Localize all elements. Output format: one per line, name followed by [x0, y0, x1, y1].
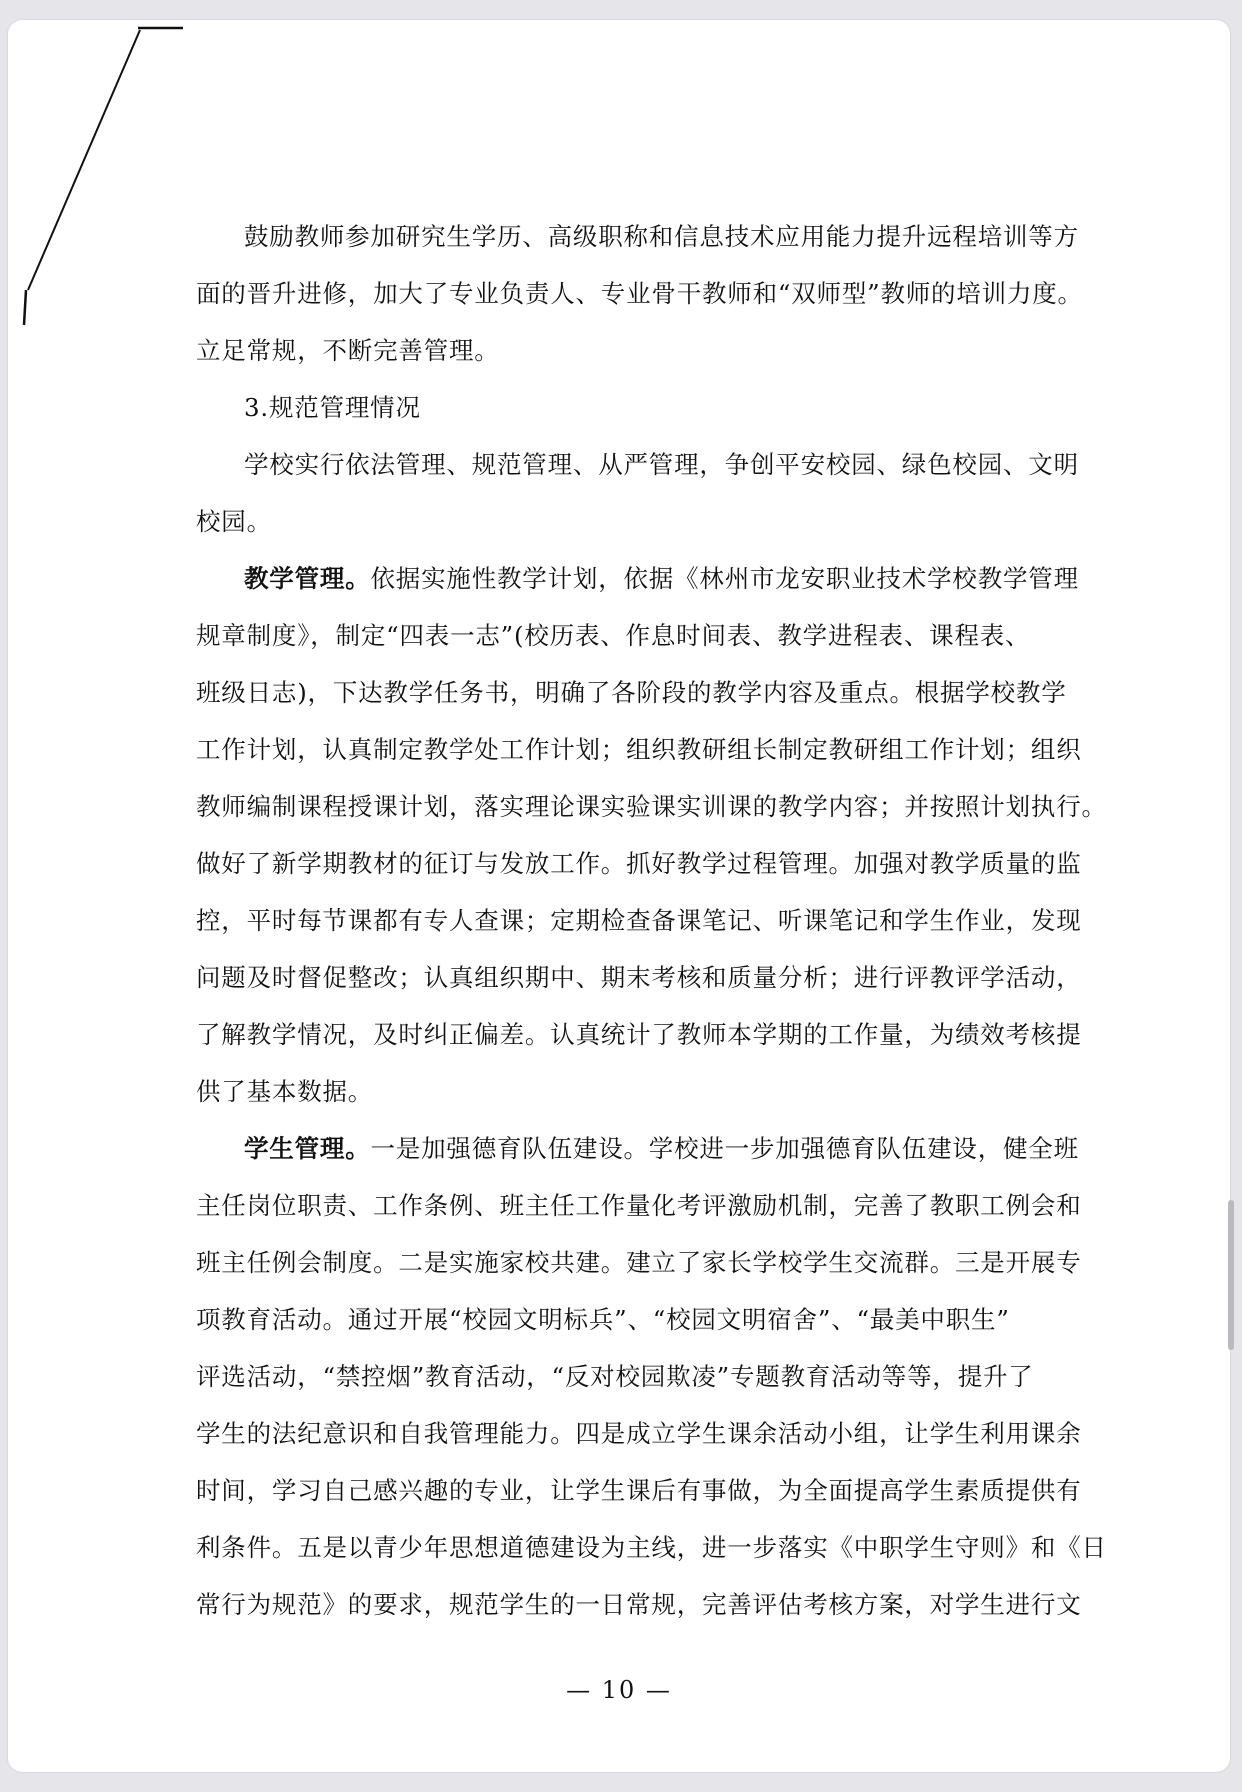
line-text: 时间，学习自己感兴趣的专业，让学生课后有事做，为全面提高学生素质提供有: [196, 1476, 1082, 1505]
line-text: 一是加强德育队伍建设。学校进一步加强德育队伍建设，健全班: [370, 1134, 1079, 1163]
document-body: [196, 208, 1107, 1633]
text-line: [196, 1291, 1068, 1348]
line-text: 3.规范管理情况: [244, 393, 421, 422]
line-text: 教师编制课程授课计划，落实理论课实验课实训课的教学内容；并按照计划执行。: [196, 792, 1107, 821]
line-text: 问题及时督促整改；认真组织期中、期末考核和质量分析；进行评教评学活动，: [196, 963, 1082, 992]
line-text: 主任岗位职责、工作条例、班主任工作量化考评激励机制，完善了教职工例会和: [196, 1191, 1082, 1220]
line-text: 立足常规，不断完善管理。: [196, 336, 500, 365]
line-text: 学生的法纪意识和自我管理能力。四是成立学生课余活动小组，让学生利用课余: [196, 1419, 1082, 1448]
text-line: [196, 892, 1082, 949]
text-line: [196, 208, 1079, 265]
text-line: [196, 1576, 1082, 1633]
line-text: 规章制度》，制定“四表一志”(校历表、作息时间表、教学进程表、课程表、: [196, 621, 1031, 650]
text-line: [196, 949, 1082, 1006]
scan-edge-mark: [8, 20, 228, 360]
scrollbar[interactable]: [1228, 1200, 1234, 1350]
text-line: [196, 835, 1082, 892]
text-line: [196, 1234, 1082, 1291]
line-text: 鼓励教师参加研究生学历、高级职称和信息技术应用能力提升远程培训等方: [244, 222, 1079, 251]
line-text: 依据实施性教学计划，依据《林州市龙安职业技术学校教学管理: [370, 564, 1079, 593]
section-lead: 教学管理。: [244, 564, 371, 593]
line-text: 工作计划，认真制定教学处工作计划；组织教研组长制定教研组工作计划；组织: [196, 735, 1082, 764]
text-line: [196, 1177, 1082, 1234]
line-text: 学校实行依法管理、规范管理、从严管理，争创平安校园、绿色校园、文明: [244, 450, 1079, 479]
line-text: 面的晋升进修，加大了专业负责人、专业骨干教师和“双师型”教师的培训力度。: [196, 279, 1083, 308]
text-line: [196, 322, 1068, 379]
text-line: [196, 1120, 1079, 1177]
text-line: [196, 379, 1068, 436]
text-line: [196, 664, 1068, 721]
text-line: [196, 1063, 1068, 1120]
text-line: [196, 265, 1083, 322]
text-line: [196, 493, 1068, 550]
line-text: 常行为规范》的要求，规范学生的一日常规，完善评估考核方案，对学生进行文: [196, 1590, 1082, 1619]
line-text: 了解教学情况，及时纠正偏差。认真统计了教师本学期的工作量，为绩效考核提: [196, 1020, 1082, 1049]
text-line: [196, 436, 1079, 493]
text-line: [196, 721, 1082, 778]
line-text: 控，平时每节课都有专人查课；定期检查备课笔记、听课笔记和学生作业，发现: [196, 906, 1082, 935]
section-lead: 学生管理。: [244, 1134, 371, 1163]
line-text: 评选活动，“禁控烟”教育活动，“反对校园欺凌”专题教育活动等等，提升了: [196, 1362, 1034, 1391]
line-text: 班主任例会制度。二是实施家校共建。建立了家长学校学生交流群。三是开展专: [196, 1248, 1082, 1277]
text-line: [196, 1405, 1082, 1462]
page-number: — 10 —: [566, 1676, 672, 1704]
line-text: 做好了新学期教材的征订与发放工作。抓好教学过程管理。加强对教学质量的监: [196, 849, 1082, 878]
line-text: 供了基本数据。: [196, 1077, 374, 1106]
line-text: 班级日志)，下达教学任务书，明确了各阶段的教学内容及重点。根据学校教学: [196, 678, 1067, 707]
text-line: [196, 607, 1068, 664]
text-line: [196, 1519, 1107, 1576]
line-text: 项教育活动。通过开展“校园文明标兵”、“校园文明宿舍”、“最美中职生”: [196, 1305, 1010, 1334]
text-line: [196, 778, 1107, 835]
text-line: [196, 1348, 1068, 1405]
line-text: 利条件。五是以青少年思想道德建设为主线，进一步落实《中职学生守则》和《日: [196, 1533, 1107, 1562]
line-text: 校园。: [196, 507, 272, 536]
text-line: [196, 1006, 1082, 1063]
text-line: [196, 1462, 1082, 1519]
text-line: [196, 550, 1079, 607]
document-page: [8, 20, 1230, 1772]
